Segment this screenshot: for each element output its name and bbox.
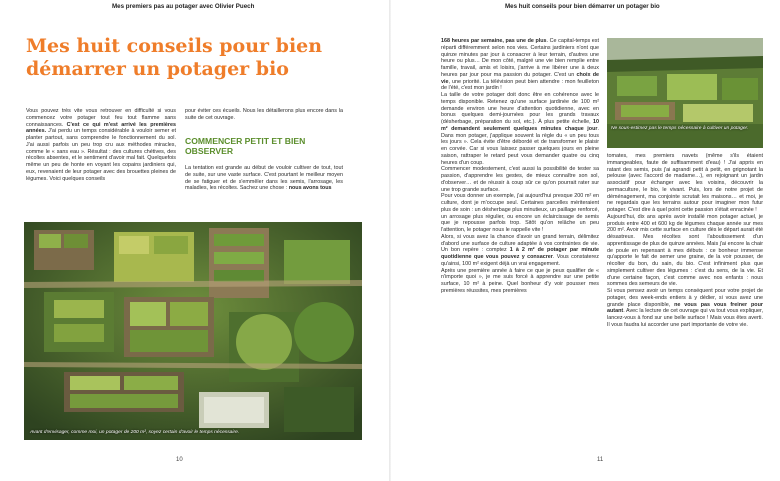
body-text: . Dans mon potager, j'applique souvent la règle du « un peu tous les jours ». Cela évite d'être débordé et de transformer le plaisir en corvée. Car si vous laissez passer quelques jours en pleine saison, rattraper le retard peut vous demander quatre ou cinq heures d'un coup.	[441, 125, 599, 166]
left-page	[0, 0, 389, 481]
body-text: Si vous pensez avoir un temps conséquent pour votre projet de potager, des week-ends entiers à y dédier, si vous avez une grande place disponible,	[607, 288, 763, 308]
emphasis-text: ne vous pas vous freiner pour autant	[607, 301, 763, 315]
running-header-left: Mes premiers pas au potager avec Olivier Puech	[112, 3, 255, 10]
body-text: Alors, si vous avez la chance d'avoir un grand terrain, délimitez d'abord une surface de culture adaptée à vos contraintes de vie. Un bon repère : comptez	[441, 233, 599, 254]
body-text: , une priorité. La télévision peut bien attendre : mon feuilleton de l'été, c'est mon jardin !	[441, 78, 599, 92]
aerial-garden-illustration	[24, 222, 362, 440]
body-text: . Vous constaterez qu'ainsi, 100 m² exigent déjà un vrai engagement.	[441, 254, 599, 267]
body-text: . Ce capital-temps est réparti différemment selon nos vies. Certains jardiniers n'ont que quinze minutes par jour à consacrer à leur terrain, d'autres une heure ou plus… De mon côté, malgré une vie bien remplie entre famille, travail, amis et loisirs, j'arrive à me libérer une à deux heures par jour pour ma passion du potager. C'est un	[441, 38, 599, 78]
body-text: La taille de votre potager doit donc être en cohérence avec le temps disponible. Retenez qu'une surface jardinée de 100 m² demande environ une heure d'attention quotidienne, avec en bonus quelques demi-journées pour les grands travaux (désherbage, préparation du sol, etc.). À plus petite échelle,	[441, 92, 599, 125]
emphasis-text: C'est ce qui m'est arrivé les premières années.	[26, 121, 176, 135]
left-column-2-intro	[185, 108, 343, 122]
body-text: Aujourd'hui, dix ans après avoir installé mon potager actuel, je produis entre 400 et 600 kg de légumes chaque année sur mes 200 m². Avoir mis cette surface en culture dès le départ aurait été désastreux. Mes récoltes sont l'aboutissement d'un apprentissage de plus de quinze années. Mais j'ai encore la chair de poule en repensant à mes débuts : ce bonheur immense qu'apporte le fait de semer une graine, de la voir pousser, de récolter du bon, du sain, du bio. C'est infiniment plus que simplement cultiver des légumes : c'est du sens, de la vie. Et d'une certaine façon, c'est comme avec nos enfants : nous sommes des semeurs de vie.	[607, 213, 763, 288]
section-subhead: COMMENCER PETIT ET BIEN OBSERVER	[185, 136, 306, 156]
paragraph	[607, 214, 763, 288]
emphasis-text: 1 à 2 m² de potager par minute quotidienne que vous pouvez y consacrer	[441, 247, 600, 260]
paragraph	[26, 108, 176, 182]
emphasis-text: choix de vie	[441, 71, 599, 85]
body-text: tomates, mes premiers navets (même s'ils étaient immangeables, faute de suffisamment d'eau) ! J'ai appris en ratant des semis, puis j'ai agrandi petit à petit, en grignotant la pelouse (avec l'accord de madame…), en rejoignant un jardin associatif pour échanger avec les voisins, découvrir la permaculture, le bio, le vivant. Puis, lors de notre projet de déménagement, ma conjointe scrutait les maisons… et moi, je ne regardais que les terrains autour pour imaginer mon futur potager. C'est dire à quel point cette passion s'était enracinée !	[607, 153, 763, 213]
body-text: Après une première année à faire ce que je peux qualifier de « n'importe quoi », je me suis forcé à apprendre sur une petite surface, 10 m² à peine. Quel bonheur d'y voir pousser mes premières réussites, mes premières	[441, 267, 599, 294]
emphasis-text: 10 m² demandent seulement quelques minutes chaque jour	[441, 119, 599, 132]
right-column-2	[607, 153, 763, 329]
paragraph: pour éviter ces écueils. Nous les détaillerons plus encore dans la suite de cet ouvrage.	[185, 108, 343, 121]
paragraph	[441, 268, 599, 295]
paragraph	[441, 166, 599, 193]
right-column-1	[441, 38, 599, 295]
left-column-2-body	[185, 165, 343, 192]
chapter-title: Mes huit conseils pour bien démarrer un potager bio	[26, 35, 323, 80]
paragraph	[185, 165, 343, 192]
emphasis-text: nous avons tous	[288, 185, 332, 192]
page-number-left: 10	[176, 457, 183, 463]
body-text: J'ai perdu un temps considérable à vouloir semer et planter partout, sans comprendre le fonctionnement du sol. J'ai aussi parfois un peu trop cru aux méthodes miracles, comme le « sans eau ». Résultat : des cultures chétives, des récoltes absentes, et le sentiment d'avoir mal fait. Quelquefois même un peu de honte en voyant les copains jardiniers qui, eux, revenaient de leur potager avec des brouettes pleines de légumes. Voici quelques conseils	[26, 128, 176, 182]
aerial-garden-photo	[24, 222, 362, 440]
body-text: La tentation est grande au début de vouloir cultiver de tout, tout de suite, sur une vaste surface. C'est pourtant le meilleur moyen de se fatiguer et de s'emmêler dans les semis, l'arrosage, les maladies, les récoltes. Sachez une chose :	[185, 165, 343, 192]
left-column-1	[26, 108, 176, 182]
paragraph	[441, 193, 599, 234]
garden-photo	[607, 38, 763, 148]
body-text: Commencer modestement, c'est aussi la possibilité de tester sa passion, d'apprendre les gestes, de mieux connaître son sol, d'observer… et de réussir à coup sûr ce qu'on pourrait rater sur une trop grande surface.	[441, 166, 599, 193]
page-number-right: 11	[597, 457, 604, 463]
photo-caption: Avant d'envisager, comme moi, un potager de 200 m², soyez certain d'avoir le temps nécessaire.	[30, 430, 240, 435]
emphasis-text: 168 heures par semaine, pas une de plus	[441, 38, 547, 44]
paragraph	[441, 92, 599, 166]
body-text: . Avec la lecture de cet ouvrage qui va tout vous expliquer, lancez-vous à fond sur une belle surface ! Mais vous êtes averti. Il vous faudra lui accorder une part importante de votre vie.	[607, 308, 763, 328]
right-page	[391, 0, 780, 481]
paragraph	[607, 153, 763, 214]
paragraph	[607, 288, 763, 329]
paragraph	[441, 234, 599, 268]
photo-caption: Ne sous-estimez pas le temps nécessaire à cultiver un potager.	[611, 126, 749, 131]
body-text: Pour vous donner un exemple, j'ai aujourd'hui presque 200 m² en culture, dont je m'occupe seul. Certaines parcelles mériteraient plus de soin : un désherbage plus minutieux, un paillage renforcé, un arrosage plus régulier, ou encore un éclaircissage de semis que je repousse parfois trop. Sitôt qu'on relâche un peu l'attention, le potager nous le rappelle vite !	[441, 193, 599, 233]
intro-text: Vous pouvez très vite vous retrouver en difficulté si vous commencez votre potager tout feu tout flamme sans connaissances.	[26, 108, 176, 128]
running-header-right: Mes huit conseils pour bien démarrer un potager bio	[505, 3, 660, 10]
paragraph	[441, 38, 599, 92]
